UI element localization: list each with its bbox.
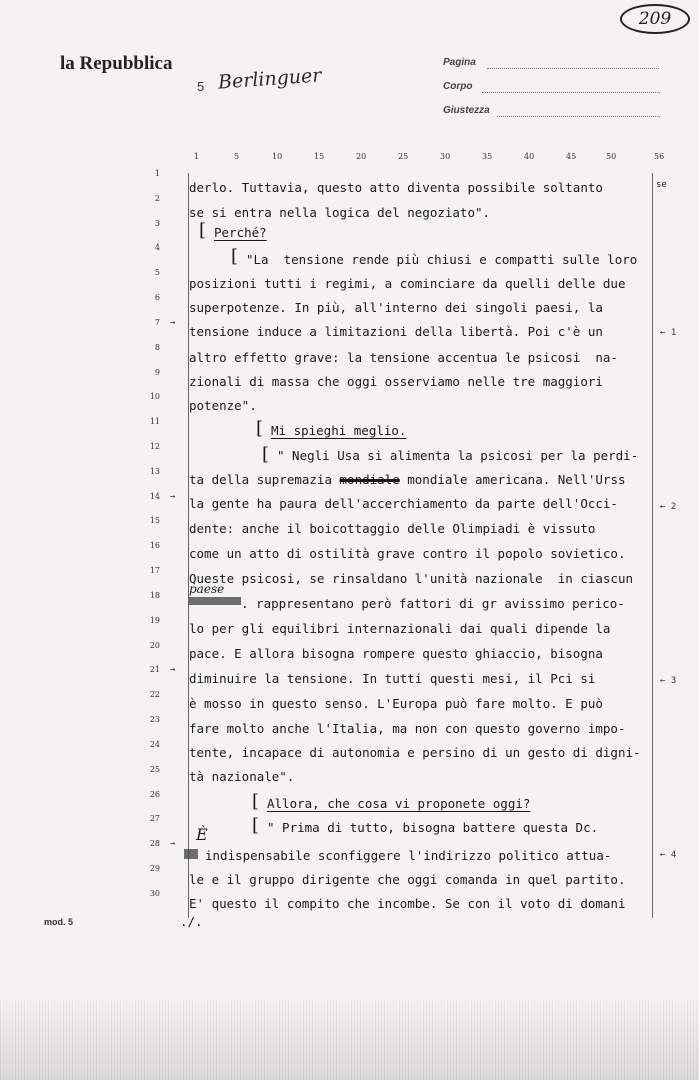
line-number: 25 <box>149 765 160 774</box>
arrow-right-icon: → <box>170 492 176 502</box>
meta-corpo-line <box>482 92 660 93</box>
line-number: 24 <box>149 740 160 749</box>
line-number: 17 <box>149 566 160 575</box>
text-line: è mosso in questo senso. L'Europa può fare molto. E può <box>189 696 603 711</box>
line-number: 14 <box>149 492 160 501</box>
text-line: dente: anche il boicottaggio delle Olimpiadi è vissuto <box>189 521 596 536</box>
right-margin-line <box>652 173 653 918</box>
text-line: . rappresentano però fattori di gr avissimo perico- <box>241 596 625 611</box>
text-line: diminuire la tensione. In tutti questi mesi, il Pci si <box>189 671 596 686</box>
page-number-handwritten: 5 <box>197 79 205 94</box>
text-line: posizioni tutti i regimi, a cominciare da quelli delle due <box>189 276 626 291</box>
right-marker: ← 4 <box>660 850 677 860</box>
text-line: " Negli Usa si alimenta la psicosi per la perdi- <box>277 448 639 463</box>
meta-pagina-line <box>487 68 659 69</box>
ruler-tick: 1 <box>194 152 200 161</box>
meta-giustezza-line <box>497 116 660 117</box>
bracket-mark: [ <box>252 815 260 836</box>
text-line: tensione induce a limitazioni della libertà. Poi c'è un <box>189 324 603 339</box>
text-fragment: ta della supremazia <box>189 472 340 487</box>
arrow-right-icon: → <box>170 318 176 328</box>
right-marker: ← 1 <box>660 328 677 338</box>
ruler-tick: 5 <box>234 152 240 161</box>
text-line: se si entra nella logica del negoziato". <box>189 205 491 220</box>
line-number: 7 <box>154 318 160 327</box>
scan-noise <box>0 1000 699 1080</box>
line-number: 4 <box>154 243 160 252</box>
text-line: superpotenze. In più, all'interno dei singoli paesi, la <box>189 300 603 315</box>
line-number: 21 <box>149 665 160 674</box>
arrow-right-icon: → <box>170 839 176 849</box>
text-line: la gente ha paura dell'accerchiamento da parte dell'Occi- <box>189 496 618 511</box>
line-number: 30 <box>149 889 160 898</box>
question-line: Mi spieghi meglio. <box>271 423 407 438</box>
meta-giustezza-label: Giustezza <box>443 105 490 116</box>
right-marker: ← 2 <box>660 502 677 512</box>
right-marker: ← 3 <box>660 676 677 686</box>
line-number: 22 <box>149 690 160 699</box>
ruler-tick: 35 <box>482 152 493 161</box>
line-number: 10 <box>149 392 160 401</box>
line-number: 16 <box>149 541 160 550</box>
form-code: mod. 5 <box>44 917 74 927</box>
struck-out-word <box>184 849 198 859</box>
ruler-tick: 56 <box>654 152 665 161</box>
text-line: "La tensione rende più chiusi e compatti sulle loro <box>246 252 638 267</box>
arrow-right-icon: → <box>170 665 176 675</box>
line-number: 26 <box>149 790 160 799</box>
text-line: ./. <box>180 914 203 929</box>
line-number: 5 <box>154 268 160 277</box>
text-line: fare molto anche l'Italia, ma non con questo governo impo- <box>189 721 626 736</box>
line-number: 6 <box>154 293 160 302</box>
text-line-tail: se <box>656 180 667 190</box>
text-line: potenze". <box>189 398 257 413</box>
line-number: 23 <box>149 715 160 724</box>
ruler-tick: 50 <box>606 152 617 161</box>
ruler-tick: 40 <box>524 152 535 161</box>
text-line: zionali di massa che oggi osserviamo nelle tre maggiori <box>189 374 603 389</box>
line-number: 3 <box>154 219 160 228</box>
text-line: come un atto di ostilità grave contro il popolo sovietico. <box>189 546 626 561</box>
text-line: Queste psicosi, se rinsaldano l'unità nazionale in ciascun <box>189 571 634 586</box>
text-line: lo per gli equilibri internazionali dai quali dipende la <box>189 621 611 636</box>
text-line: derlo. Tuttavia, questo atto diventa possibile soltanto <box>189 180 603 195</box>
line-number: 29 <box>149 864 160 873</box>
line-number: 28 <box>149 839 160 848</box>
handwritten-correction: paese <box>189 582 225 596</box>
line-number: 13 <box>149 467 160 476</box>
line-number: 12 <box>149 442 160 451</box>
line-number: 20 <box>149 641 160 650</box>
column-ruler <box>0 152 699 166</box>
handwritten-correction: È <box>196 825 208 844</box>
line-number: 27 <box>149 814 160 823</box>
bracket-mark: [ <box>231 246 239 267</box>
line-number: 15 <box>149 516 160 525</box>
text-line: le e il gruppo dirigente che oggi comanda in quel partito. <box>189 872 626 887</box>
bracket-mark: [ <box>199 220 207 241</box>
line-number: 2 <box>154 194 160 203</box>
line-number: 9 <box>154 368 160 377</box>
ruler-tick: 20 <box>356 152 367 161</box>
text-line: indispensabile sconfiggere l'indirizzo politico attua- <box>205 848 612 863</box>
text-line: tà nazionale". <box>189 769 295 784</box>
line-number: 8 <box>154 343 160 352</box>
stamp-number: 209 <box>620 4 690 34</box>
line-number: 1 <box>154 169 160 178</box>
meta-corpo-label: Corpo <box>443 81 473 92</box>
bracket-mark: [ <box>252 791 260 812</box>
text-line: " Prima di tutto, bisogna battere questa Dc. <box>267 820 599 835</box>
ruler-tick: 10 <box>272 152 283 161</box>
ruler-tick: 30 <box>440 152 451 161</box>
bracket-mark: [ <box>256 418 264 439</box>
text-fragment: mondiale americana. Nell'Urss <box>399 472 626 487</box>
text-line: tente, incapace di autonomia e persino di un gesto di digni- <box>189 745 641 760</box>
text-line: pace. E allora bisogna rompere questo ghiaccio, bisogna <box>189 646 603 661</box>
text-line: E' questo il compito che incombe. Se con il voto di domani <box>189 896 626 911</box>
struck-out-word <box>189 597 241 605</box>
struck-word: mondiale <box>339 472 400 487</box>
masthead: la Repubblica <box>60 53 173 74</box>
line-number: 11 <box>149 417 160 426</box>
line-number: 18 <box>149 591 160 600</box>
ruler-tick: 45 <box>566 152 577 161</box>
question-line: Allora, che cosa vi proponete oggi? <box>267 796 531 811</box>
ruler-tick: 25 <box>398 152 409 161</box>
line-number: 19 <box>149 616 160 625</box>
question-line: Perché? <box>214 225 267 240</box>
text-line <box>189 472 626 487</box>
meta-pagina-label: Pagina <box>443 57 476 68</box>
ruler-tick: 15 <box>314 152 325 161</box>
author-handwritten: Berlinguer <box>217 64 323 94</box>
bracket-mark: [ <box>262 444 270 465</box>
text-line: altro effetto grave: la tensione accentua le psicosi na- <box>189 350 618 365</box>
